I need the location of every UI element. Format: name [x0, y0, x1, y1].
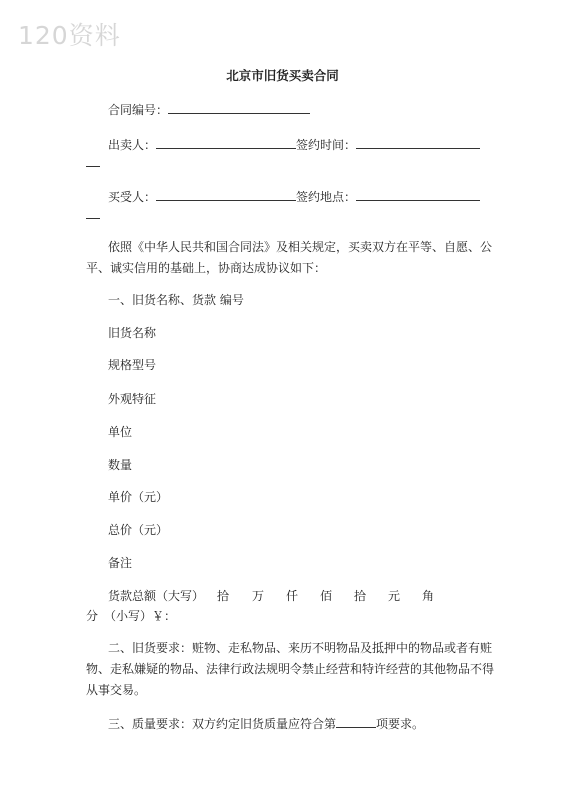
item-remarks: 备注	[108, 556, 133, 570]
amount-unit-bai: 佰	[320, 589, 333, 603]
section2-line-1: 二、旧货要求：赃物、走私物品、来历不明物品及抵押中的物品或者有赃	[108, 641, 493, 655]
contract-number-row	[108, 101, 310, 117]
section3-blank[interactable]	[336, 715, 376, 728]
section3-suffix: 项要求。	[376, 717, 425, 731]
total-amount-label: 货款总额（大写）	[108, 589, 205, 603]
amount-unit-qian: 仟	[286, 589, 299, 603]
sign-place-blank-cont[interactable]	[86, 206, 100, 219]
section1-title: 一、旧货名称、货款 编号	[108, 293, 244, 307]
item-unit: 单位	[108, 425, 133, 439]
buyer-row-continuation	[86, 206, 100, 222]
intro-line-1: 依照《中华人民共和国合同法》及相关规定，买卖双方在平等、自愿、公	[108, 240, 493, 254]
buyer-row	[108, 188, 480, 204]
contract-number-label: 合同编号：	[108, 103, 169, 117]
seller-row	[108, 136, 480, 152]
sign-place-label: 签约地点：	[296, 190, 357, 204]
amount-unit-yuan: 元	[388, 589, 401, 603]
sign-time-blank[interactable]	[356, 136, 480, 149]
section2-line-3: 从事交易。	[86, 683, 147, 697]
section2-line-2: 物、走私嫌疑的物品、法律行政法规明令禁止经营和特许经营的其他物品不得	[86, 662, 495, 676]
contract-number-blank[interactable]	[168, 101, 310, 114]
item-unit-price: 单价（元）	[108, 490, 169, 504]
sign-place-blank[interactable]	[356, 188, 480, 201]
item-total-price: 总价（元）	[108, 523, 169, 537]
watermark-logo: 120资料	[18, 21, 121, 50]
document-title: 北京市旧货买卖合同	[226, 68, 339, 83]
intro-line-2: 平、诚实信用的基础上，协商达成协议如下：	[86, 261, 327, 275]
buyer-label: 买受人：	[108, 190, 157, 204]
amount-unit-wan: 万	[252, 589, 265, 603]
seller-row-continuation	[86, 154, 100, 170]
amount-unit-jiao: 角	[422, 589, 435, 603]
seller-label: 出卖人：	[108, 138, 157, 152]
amount-unit-shi-1: 拾	[217, 589, 230, 603]
section3-row	[108, 715, 424, 731]
section3-prefix: 三、质量要求：双方约定旧货质量应符合第	[108, 717, 337, 731]
sign-time-blank-cont[interactable]	[86, 154, 100, 167]
amount-unit-shi-2: 拾	[354, 589, 367, 603]
sign-time-label: 签约时间：	[296, 138, 357, 152]
item-name: 旧货名称	[108, 326, 157, 340]
total-amount-line2: 分 （小写）￥：	[86, 609, 177, 623]
item-appearance: 外观特征	[108, 392, 157, 406]
buyer-blank[interactable]	[156, 188, 296, 201]
item-spec: 规格型号	[108, 358, 157, 372]
seller-blank[interactable]	[156, 136, 296, 149]
item-quantity: 数量	[108, 458, 133, 472]
